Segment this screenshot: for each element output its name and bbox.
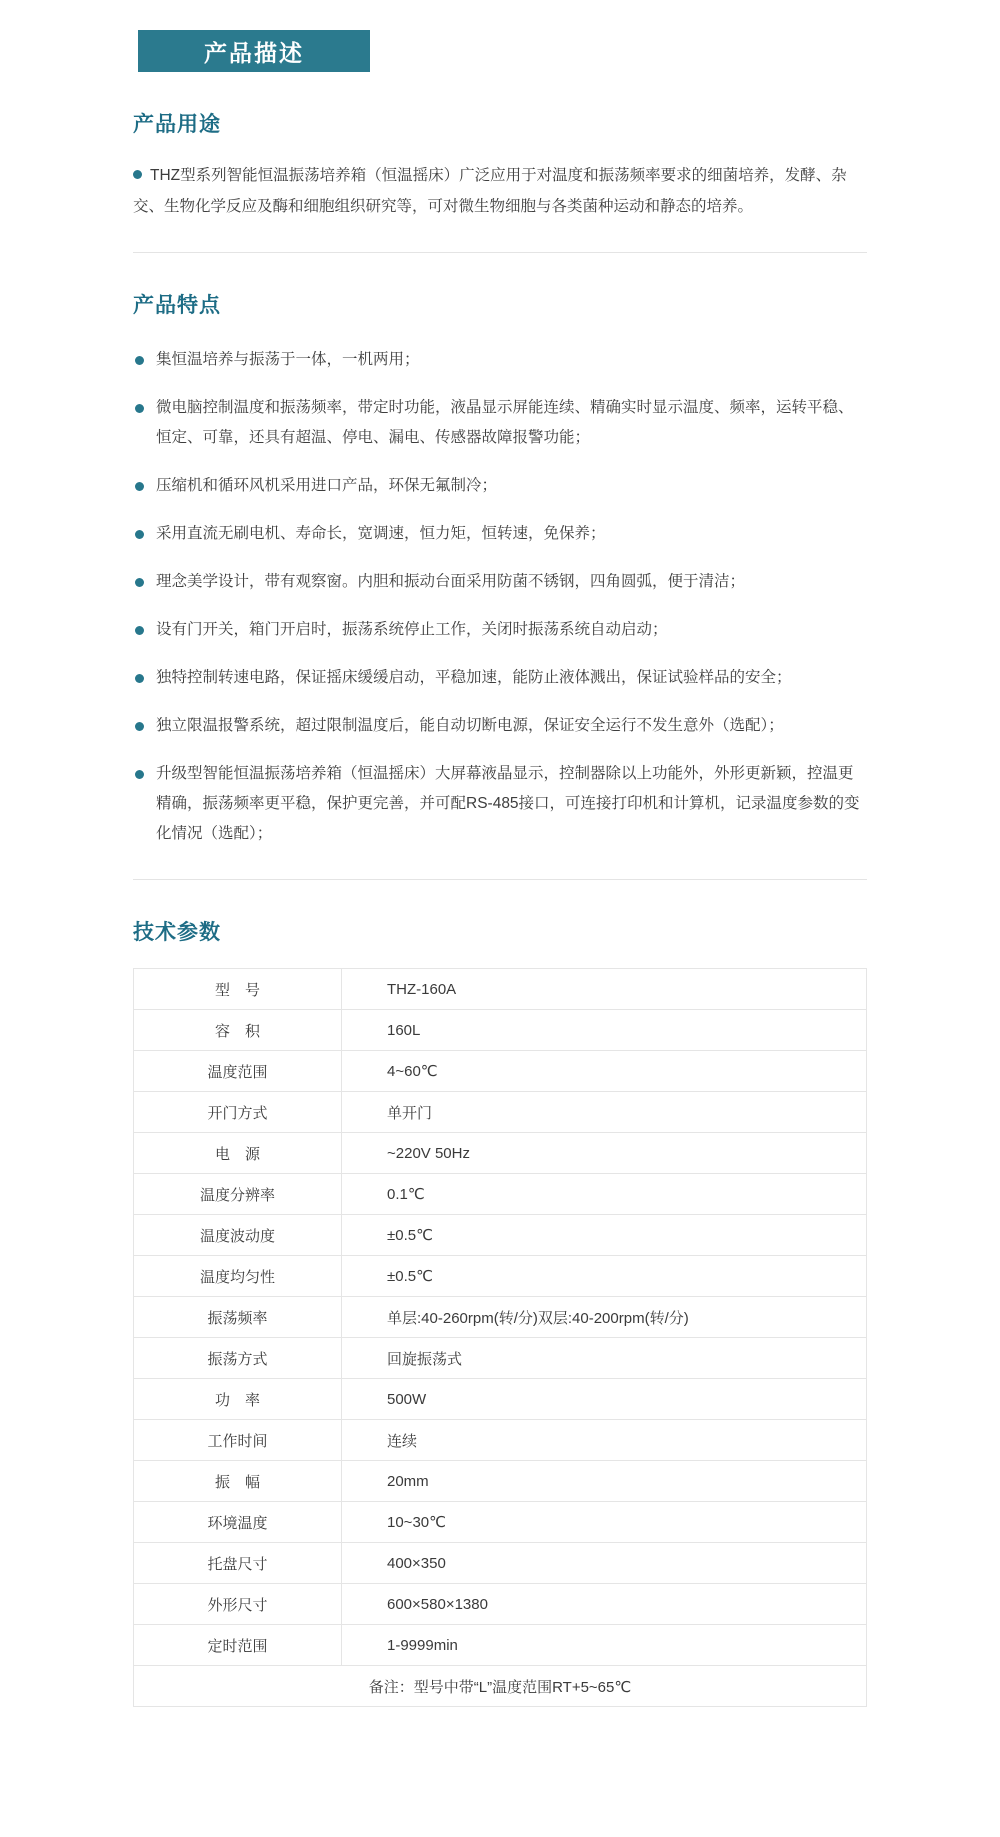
spec-value: ~220V 50Hz: [342, 1133, 867, 1174]
specs-table: [133, 968, 867, 1707]
bullet-dot-icon: [135, 404, 144, 413]
usage-bullet-list: [133, 160, 867, 222]
bullet-dot-icon: [133, 170, 142, 179]
spec-table-row: [134, 1625, 867, 1666]
spec-value: 连续: [342, 1420, 867, 1461]
section-features: [133, 289, 867, 849]
spec-label: 温度均匀性: [134, 1256, 342, 1297]
usage-bullet-item: THZ型系列智能恒温振荡培养箱（恒温摇床）广泛应用于对温度和振荡频率要求的细菌培养，发酵、杂交、生物化学反应及酶和细胞组织研究等，可对微生物细胞与各类菌种运动和静态的培养。: [133, 167, 847, 215]
spec-note-row: [134, 1666, 867, 1707]
feature-bullet-item: 微电脑控制温度和振荡频率，带定时功能，液晶显示屏能连续、精确实时显示温度、频率，运转平稳、恒定、可靠，还具有超温、停电、漏电、传感器故障报警功能；: [133, 393, 867, 453]
specs-heading: 技术参数: [133, 921, 221, 944]
spec-value: 20mm: [342, 1461, 867, 1502]
feature-bullet-item: 设有门开关，箱门开启时，振荡系统停止工作，关闭时振荡系统自动启动；: [133, 615, 867, 645]
spec-value: ±0.5℃: [342, 1215, 867, 1256]
spec-label: 托盘尺寸: [134, 1543, 342, 1584]
spec-label: 振荡方式: [134, 1338, 342, 1379]
spec-label: 工作时间: [134, 1420, 342, 1461]
feature-bullet-item: 集恒温培养与振荡于一体，一机两用；: [133, 345, 867, 375]
spec-table-row: [134, 1379, 867, 1420]
spec-value: 1-9999min: [342, 1625, 867, 1666]
spec-label: 功 率: [134, 1379, 342, 1420]
spec-label: 容 积: [134, 1010, 342, 1051]
spec-value: ±0.5℃: [342, 1256, 867, 1297]
spec-label: 环境温度: [134, 1502, 342, 1543]
product-description-badge: 产品描述: [138, 30, 370, 72]
spec-label: 温度分辨率: [134, 1174, 342, 1215]
spec-label: 振荡频率: [134, 1297, 342, 1338]
bullet-dot-icon: [135, 626, 144, 635]
spec-table-row: [134, 1215, 867, 1256]
spec-table-row: [134, 1502, 867, 1543]
section-usage: [133, 108, 867, 222]
spec-value: 400×350: [342, 1543, 867, 1584]
section-specs: [133, 916, 867, 1707]
spec-table-row: [134, 1543, 867, 1584]
spec-label: 开门方式: [134, 1092, 342, 1133]
spec-table-row: [134, 1584, 867, 1625]
spec-value: 单层:40-260rpm(转/分)双层:40-200rpm(转/分): [342, 1297, 867, 1338]
spec-table-row: [134, 1461, 867, 1502]
spec-value: 0.1℃: [342, 1174, 867, 1215]
feature-bullet-item: 压缩机和循环风机采用进口产品，环保无氟制冷；: [133, 471, 867, 501]
spec-table-row: [134, 969, 867, 1010]
bullet-dot-icon: [135, 356, 144, 365]
spec-value: 160L: [342, 1010, 867, 1051]
spec-table-row: [134, 1133, 867, 1174]
feature-bullet-item: 升级型智能恒温振荡培养箱（恒温摇床）大屏幕液晶显示，控制器除以上功能外，外形更新颖，控温更精确，振荡频率更平稳，保护更完善，并可配RS-485接口，可连接打印机和计算机，记录温度参数的变化情况（选配）；: [133, 759, 867, 849]
bullet-dot-icon: [135, 530, 144, 539]
spec-label: 外形尺寸: [134, 1584, 342, 1625]
bullet-dot-icon: [135, 770, 144, 779]
product-description-page: [133, 0, 867, 1707]
spec-value: 10~30℃: [342, 1502, 867, 1543]
spec-table-row: [134, 1256, 867, 1297]
features-bullet-list: [133, 345, 867, 849]
divider: [133, 252, 867, 253]
spec-table-row: [134, 1338, 867, 1379]
spec-value: 500W: [342, 1379, 867, 1420]
spec-note: 备注：型号中带“L”温度范围RT+5~65℃: [134, 1666, 867, 1707]
spec-value: 回旋振荡式: [342, 1338, 867, 1379]
spec-table-row: [134, 1420, 867, 1461]
spec-value: 600×580×1380: [342, 1584, 867, 1625]
divider: [133, 879, 867, 880]
spec-value: THZ-160A: [342, 969, 867, 1010]
bullet-dot-icon: [135, 674, 144, 683]
spec-label: 定时范围: [134, 1625, 342, 1666]
bullet-dot-icon: [135, 722, 144, 731]
feature-bullet-item: 采用直流无刷电机、寿命长，宽调速，恒力矩，恒转速，免保养；: [133, 519, 867, 549]
spec-label: 温度波动度: [134, 1215, 342, 1256]
features-heading: 产品特点: [133, 294, 221, 317]
spec-label: 电 源: [134, 1133, 342, 1174]
spec-value: 4~60℃: [342, 1051, 867, 1092]
spec-table-row: [134, 1051, 867, 1092]
spec-label: 型 号: [134, 969, 342, 1010]
feature-bullet-item: 理念美学设计，带有观察窗。内胆和振动台面采用防菌不锈钢，四角圆弧，便于清洁；: [133, 567, 867, 597]
spec-label: 温度范围: [134, 1051, 342, 1092]
spec-table-row: [134, 1297, 867, 1338]
spec-table-row: [134, 1174, 867, 1215]
feature-bullet-item: 独立限温报警系统，超过限制温度后，能自动切断电源，保证安全运行不发生意外（选配）；: [133, 711, 867, 741]
spec-value: 单开门: [342, 1092, 867, 1133]
usage-heading: 产品用途: [133, 113, 221, 136]
feature-bullet-item: 独特控制转速电路，保证摇床缓缓启动，平稳加速，能防止液体溅出，保证试验样品的安全；: [133, 663, 867, 693]
bullet-dot-icon: [135, 482, 144, 491]
spec-table-row: [134, 1092, 867, 1133]
spec-label: 振 幅: [134, 1461, 342, 1502]
bullet-dot-icon: [135, 578, 144, 587]
spec-table-row: [134, 1010, 867, 1051]
